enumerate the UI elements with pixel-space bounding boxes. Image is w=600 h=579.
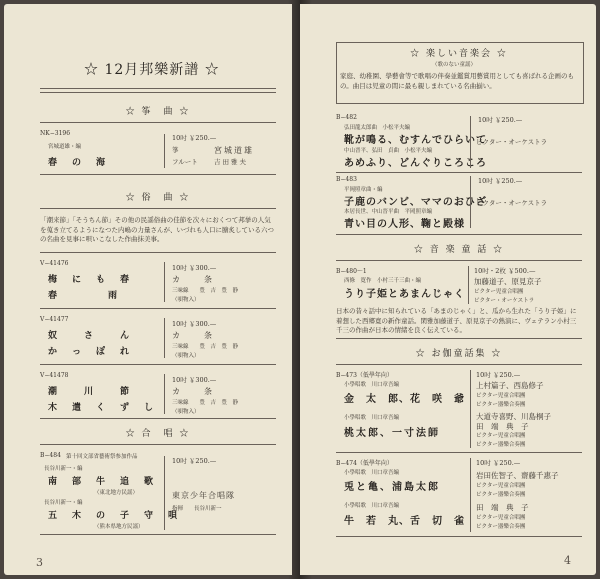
accompaniment: 三味線 豊 吉 豊 静 xyxy=(172,344,239,350)
track-title: か っ ぽ れ xyxy=(48,347,133,357)
price: 10吋 ￥250.— xyxy=(476,459,521,467)
performer: ビクター児童合唱團 xyxy=(476,433,526,439)
column-divider xyxy=(470,458,471,532)
performer: 田 端 典 子 xyxy=(476,422,529,431)
instrument: フルート xyxy=(172,158,198,166)
track-title: 春 の 海 xyxy=(48,158,109,168)
note: （唄物入） xyxy=(172,297,200,303)
price: 10吋 ￥300.— xyxy=(172,320,217,328)
track-title: 靴が鳴る、むすんでひらいて xyxy=(344,135,487,146)
column-divider xyxy=(468,266,469,304)
price: 10吋 ￥250.— xyxy=(478,177,523,185)
track-title: 兎と亀、浦島太郎 xyxy=(344,482,440,493)
performer: 加藤道子、原見京子 xyxy=(474,277,542,286)
right-page xyxy=(300,4,596,575)
divider xyxy=(336,364,582,365)
performer: ビクター器樂合奏團 xyxy=(476,402,526,408)
track-title: 牛 若 丸、舌 切 雀 xyxy=(344,516,465,527)
performer: ビクター器樂合奏團 xyxy=(476,442,526,448)
note: （東北地方民謡） xyxy=(94,490,139,496)
composer: 西條 寛作 小村三千三曲・編 xyxy=(344,278,422,284)
catalog-number: B−482 xyxy=(336,114,357,121)
divider xyxy=(40,208,276,209)
section-sokyoku: ☆ 筝 曲 ☆ xyxy=(125,107,191,117)
divider xyxy=(336,172,582,173)
conductor: 指揮 長谷川新一 xyxy=(172,506,222,512)
section-ongaku-dowa: ☆ 音 楽 童 話 ☆ xyxy=(413,245,505,255)
track-title: 南 部 牛 追 歌 xyxy=(48,477,157,487)
catalog-number: B−473（低學年向） xyxy=(336,372,393,379)
performer: 東京少年合唱隊 xyxy=(172,491,235,500)
description-text: 家庭、幼稚園、學藝會等で歌唱の伴奏並鑑賞用藝賞用としても喜ばれる企画のもの。曲目は児童の間に最も親しまれている名曲揃い。 xyxy=(340,72,574,90)
performer: ビクター児童合唱團 xyxy=(476,515,526,521)
column-divider xyxy=(164,374,165,414)
performer: カ 条 xyxy=(172,331,212,340)
track-title: 潮 川 節 xyxy=(48,387,133,397)
page-number: 3 xyxy=(36,556,43,569)
column-divider xyxy=(164,134,165,168)
performer: ビクター児童合唱團 xyxy=(476,393,526,399)
divider xyxy=(40,534,276,535)
catalog-number: B−484 xyxy=(40,452,61,459)
price: 10吋 ￥250.— xyxy=(476,371,521,379)
description-text: 「潮来節」「そうちん節」その他の民謡俗曲の佳節を次々におくつて邦挙の人気を蒐き立てるようになつた内嶋の力量さんが、いづれも人口に膾炙している六つの名曲を見事に唄いこなした作曲抹美事。 xyxy=(40,216,274,243)
track-title: 子鹿のバンビ、ママのおひざ xyxy=(344,197,487,208)
description-text: 日本の昔々話中に知られている「あまのじゃく」と、瓜から生れた「うり子姫」に着想した西郷寛の新作童話。閑雅加藤道子、原見京子の熱演に、ヴェテラン小村三千三の作曲が日本の情緒を良く伝えている。 xyxy=(336,307,577,334)
section-otogi: ☆ お伽童話集 ☆ xyxy=(415,349,503,359)
composer: 弘田龍太郎曲 小松平夫編 xyxy=(344,125,411,131)
section-gassho: ☆ 合 唱 ☆ xyxy=(125,429,191,439)
divider xyxy=(336,452,582,453)
track-title: 木 遣 く ず し xyxy=(48,403,157,413)
title-rule xyxy=(40,88,276,93)
performer: 大道寺喜野、川島桐子 xyxy=(476,412,551,421)
performer: ビクター器樂合奏團 xyxy=(476,492,526,498)
section-subtitle: （歌のない童謡） xyxy=(432,62,477,68)
catalog-number: NK−3196 xyxy=(40,130,71,137)
performer: ビクター・オーケストラ xyxy=(476,199,548,207)
page-number: 4 xyxy=(564,554,571,567)
arranger: 長谷川新一・編 xyxy=(44,466,83,472)
performer: カ 条 xyxy=(172,275,212,284)
divider xyxy=(40,122,276,123)
divider xyxy=(40,364,276,365)
catalog-number: V−41478 xyxy=(40,372,69,379)
divider xyxy=(336,536,582,537)
composer: 中山晋平、弘田 貞曲 小松平夫編 xyxy=(344,148,433,154)
catalog-number: B−483 xyxy=(336,176,357,183)
performer: ビクター児童合唱團 xyxy=(476,483,526,489)
composer: 小學唱歌 川口章吾編 xyxy=(344,415,400,421)
performer: 宮城道雄 xyxy=(214,146,254,155)
price: 10吋・2枚 ￥500.— xyxy=(474,267,536,275)
performer: ビクター児童合唱團 xyxy=(474,289,524,295)
divider xyxy=(40,174,276,175)
note: （唄物入） xyxy=(172,353,200,359)
track-title: 奴 さ ん xyxy=(48,331,133,341)
divider xyxy=(336,260,582,261)
caption: 第十回文部省藝術祭参加作品 xyxy=(66,454,138,460)
divider xyxy=(336,338,582,339)
divider xyxy=(40,308,276,309)
price: 10吋 ￥300.— xyxy=(172,264,217,272)
composer: 小學唱歌 川口章吾編 xyxy=(344,470,400,476)
price: 10吋 ￥250.— xyxy=(172,457,217,465)
track-title: 春 雨 xyxy=(48,291,121,301)
performer: ビクター・オーケストラ xyxy=(476,138,548,146)
note: （熊本県地方民謡） xyxy=(94,524,144,530)
column-divider xyxy=(470,176,471,228)
performer: 吉田雅夫 xyxy=(214,158,248,166)
arranger: 宮城道雄・編 xyxy=(48,144,82,150)
arranger: 長谷川新一・編 xyxy=(44,500,83,506)
column-divider xyxy=(470,116,471,168)
catalog-number: B−480〜1 xyxy=(336,268,367,275)
composer: 平岡照章曲・編 xyxy=(344,187,383,193)
track-title: 五 木 の 子 守 唄 xyxy=(48,511,181,521)
section-zokkyoku: ☆ 俗 曲 ☆ xyxy=(125,193,191,203)
instrument: 箏 xyxy=(172,146,179,154)
price: 10吋 ￥300.— xyxy=(172,376,217,384)
track-title: 梅 に も 春 xyxy=(48,275,133,285)
composer: 小學唱歌 川口章吾編 xyxy=(344,382,400,388)
column-divider xyxy=(470,370,471,448)
track-title: 桃太郎、一寸法師 xyxy=(344,428,440,439)
divider xyxy=(40,252,276,253)
performer: ビクター・オーケストラ xyxy=(474,298,535,304)
note: （唄物入） xyxy=(172,409,200,415)
composer: 小學唱歌 川口章吾編 xyxy=(344,503,400,509)
accompaniment: 三味線 豊 吉 豊 静 xyxy=(172,288,239,294)
catalog-number: V−41477 xyxy=(40,316,69,323)
performer: カ 条 xyxy=(172,387,212,396)
divider xyxy=(40,444,276,445)
divider xyxy=(40,418,276,419)
track-title: 青い目の人形、鞠と殿様 xyxy=(344,219,465,230)
performer: 上村篇子、西島修子 xyxy=(476,381,544,390)
track-title: 金 太 郎、花 咲 爺 xyxy=(344,394,465,405)
track-title: あめふり、どんぐりころころ xyxy=(344,158,487,169)
catalog-number: V−41476 xyxy=(40,260,69,267)
column-divider xyxy=(164,262,165,302)
price: 10吋 ￥250.— xyxy=(478,116,523,124)
divider xyxy=(336,234,582,235)
performer: 岩田佐智子、齋藤千惠子 xyxy=(476,471,559,480)
performer: 田 端 典 子 xyxy=(476,503,529,512)
left-page xyxy=(4,4,292,575)
performer: ビクター器樂合奏團 xyxy=(476,524,526,530)
track-title: うり子姫とあまんじゃく xyxy=(344,289,465,300)
accompaniment: 三味線 豊 吉 豊 静 xyxy=(172,400,239,406)
composer: 本居長世、中山晋平曲 平岡照章編 xyxy=(344,209,433,215)
column-divider xyxy=(164,456,165,530)
column-divider xyxy=(164,318,165,358)
price: 10吋 ￥250.— xyxy=(172,134,217,142)
page-title: ☆ 12月邦樂新譜 ☆ xyxy=(84,62,220,78)
section-tanoshii: ☆ 楽しい音楽会 ☆ xyxy=(410,49,508,59)
catalog-number: B−474（低學年向） xyxy=(336,460,393,467)
